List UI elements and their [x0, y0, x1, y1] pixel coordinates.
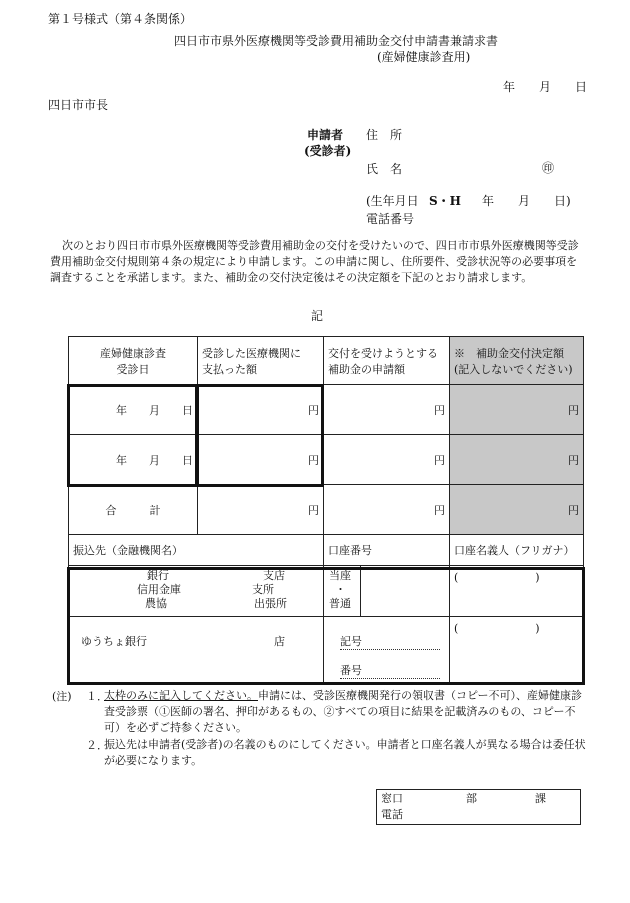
office-dept: 部 [466, 792, 477, 805]
yucho-account-cell[interactable] [324, 617, 450, 683]
birth-label: (生年月日 [366, 194, 419, 208]
header-paid-amount: 受診した医療機関に 支払った額 [198, 337, 324, 385]
birth-date-field[interactable]: 年 月 日) [482, 194, 571, 208]
account-number-cell[interactable] [324, 566, 450, 617]
total-request-cell[interactable]: 円 [324, 485, 450, 535]
request-amount-cell-1[interactable]: 円 [324, 385, 450, 435]
applicant-sub-label: (受診者) [304, 144, 352, 158]
yucho-label: ゆうちょ銀行 [81, 635, 147, 648]
number-field[interactable]: 番号 [340, 664, 440, 679]
request-amount-cell-2[interactable]: 円 [324, 435, 450, 485]
account-type-dot: ・ [335, 583, 346, 596]
branch-type-shisho: 支所 [252, 583, 274, 596]
applicant-label: 申請者 [307, 128, 344, 142]
bank-header: 振込先（金融機関名） [69, 535, 324, 566]
office-section: 課 [535, 792, 546, 805]
notes-prefix: (注) [52, 690, 72, 703]
total-label: 合 計 [69, 485, 198, 535]
office-phone: 電話 [381, 808, 403, 821]
header-decision-amount: ※ 補助金交付決定額 (記入しないでください) [450, 337, 584, 385]
page-subtitle: (産婦健康診査用) [377, 50, 471, 64]
form-number: 第１号様式（第４条関係） [48, 12, 193, 26]
paid-amount-cell-1[interactable]: 円 [198, 385, 324, 435]
account-holder-cell-2[interactable]: ( ) [450, 617, 584, 683]
phone-field[interactable]: 電話番号 [366, 212, 415, 226]
paid-amount-cell-2[interactable]: 円 [198, 435, 324, 485]
account-type-futsu[interactable]: 普通 [329, 597, 351, 610]
page-title: 四日市市県外医療機関等受診費用補助金交付申請書兼請求書 [174, 34, 499, 48]
account-type-toza[interactable]: 当座 [329, 569, 351, 582]
decision-amount-cell-2: 円 [450, 435, 584, 485]
application-table [68, 336, 584, 683]
header-request-amount: 交付を受けようとする 補助金の申請額 [324, 337, 450, 385]
header-exam-date: 産婦健康診査 受診日 [69, 337, 198, 385]
note-1-underlined: 太枠のみに記入してください。 [104, 689, 258, 702]
bank-type-shinkin: 信用金庫 [137, 583, 181, 596]
note-2-label: ２． [86, 739, 108, 752]
total-paid-cell[interactable]: 円 [198, 485, 324, 535]
yucho-store-label: 店 [274, 635, 285, 648]
bank-type-bank: 銀行 [147, 569, 169, 582]
note-1-rest: 申請には、受診医療機関発行の領収書（コピー不可）、産婦健康診査受診票（①医師の署名、押印があるもの、②すべての項目に結果を記載済みのもの、コピー不可）を必ずご持参ください。 [104, 689, 583, 734]
bank-type-nokyo: 農協 [145, 597, 167, 610]
symbol-field[interactable]: 記号 [340, 635, 440, 650]
seal-mark: ㊞ [542, 161, 555, 175]
address-field[interactable]: 住 所 [366, 128, 403, 142]
yucho-cell[interactable] [69, 617, 324, 683]
office-box [376, 789, 581, 825]
total-decision-cell: 円 [450, 485, 584, 535]
birth-era[interactable]: S・H [429, 194, 462, 208]
body-paragraph: 次のとおり四日市市県外医療機関等受診費用補助金の交付を受けたいので、四日市市県外医療機関等受診費用補助金交付規則第４条の規定により申請します。この申請に関し、住所要件、受診状況等の必要事項を調査することを承諾します。また、補助金の交付決定後はその決定額を下記のとおり請求します。 [50, 239, 579, 284]
exam-date-cell-2[interactable]: 年 月 日 [69, 435, 198, 485]
branch-type-shiten: 支店 [263, 569, 285, 582]
account-holder-cell-1[interactable]: ( ) [450, 566, 584, 617]
branch-type-shuchosho: 出張所 [254, 597, 287, 610]
decision-amount-cell-1: 円 [450, 385, 584, 435]
exam-date-cell-1[interactable]: 年 月 日 [69, 385, 198, 435]
note-1-text [104, 688, 588, 736]
account-holder-header: 口座名義人（フリガナ） [450, 535, 584, 566]
account-no-header: 口座番号 [324, 535, 450, 566]
ki-label: 記 [311, 309, 324, 323]
bank-name-cell[interactable] [69, 566, 324, 617]
name-field[interactable]: 氏 名 [366, 162, 403, 176]
addressee: 四日市市長 [48, 98, 109, 112]
date-field[interactable]: 年 月 日 [503, 80, 588, 94]
note-2-text: 振込先は申請者(受診者)の名義のものにしてください。申請者と口座名義人が異なる場合は委任状が必要になります。 [104, 738, 586, 767]
office-window: 窓口 [381, 792, 403, 805]
note-1-label: １． [86, 690, 108, 703]
